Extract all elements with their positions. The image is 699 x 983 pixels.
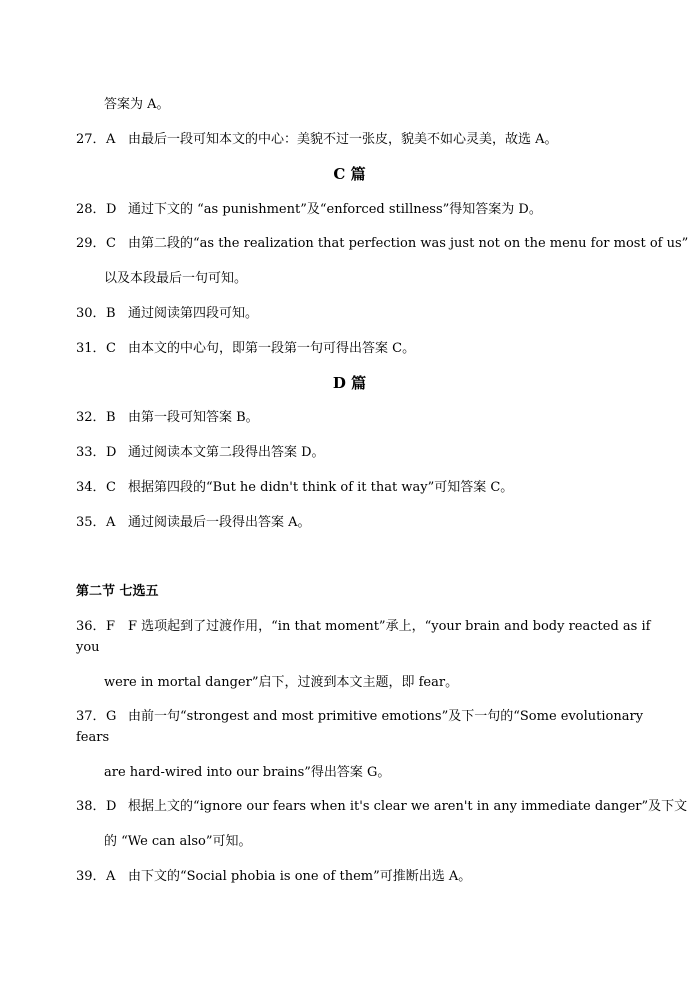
explanation: 由下文的“Social phobia is one of them”可推断出选 A。 xyxy=(128,869,472,884)
answer-item-32 xyxy=(76,409,259,427)
answer-continuation-37: are hard-wired into our brains”得出答案 G。 xyxy=(104,765,391,780)
answer-item-39 xyxy=(76,868,471,886)
answer-line: 答案为 A。 xyxy=(104,97,170,112)
answer-letter: B xyxy=(106,410,116,425)
question-number: 39． xyxy=(76,869,106,884)
answer-item-30 xyxy=(76,305,258,323)
answer-letter: D xyxy=(106,799,117,814)
question-number: 29． xyxy=(76,236,106,251)
answer-item-29 xyxy=(76,235,688,253)
answer-continuation-29: 以及本段最后一句可知。 xyxy=(104,271,248,286)
answer-wrap-37: fears xyxy=(76,730,110,745)
answer-item-36 xyxy=(76,618,650,636)
heading-c: C 篇 xyxy=(333,165,366,183)
answer-wrap-36: you xyxy=(76,640,100,655)
answer-letter: F xyxy=(106,619,116,634)
section-heading: 第二节 七选五 xyxy=(76,584,159,599)
answer-item-34 xyxy=(76,479,513,497)
answer-item-28 xyxy=(76,201,542,219)
question-number: 27． xyxy=(76,132,106,147)
explanation: 由本文的中心句，即第一段第一句可得出答案 C。 xyxy=(128,341,416,356)
explanation: 通过下文的 “as punishment”及“enforced stillness”得知答案为 D。 xyxy=(128,202,542,217)
answer-item-38 xyxy=(76,798,687,816)
question-number: 38． xyxy=(76,799,106,814)
answer-letter: B xyxy=(106,306,116,321)
explanation: F 选项起到了过渡作用，“in that moment”承上，“your brain and body reacted as if xyxy=(128,619,651,634)
answer-item-33 xyxy=(76,444,325,462)
explanation: 根据上文的“ignore our fears when it's clear we aren't in any immediate danger”及下文 xyxy=(128,799,688,814)
question-number: 28． xyxy=(76,202,106,217)
explanation: 根据第四段的“But he didn't think of it that way”可知答案 C。 xyxy=(128,480,514,495)
question-number: 34． xyxy=(76,480,106,495)
question-number: 31． xyxy=(76,341,106,356)
answer-letter: G xyxy=(106,709,117,724)
answer-letter: C xyxy=(106,341,116,356)
question-number: 33． xyxy=(76,445,106,460)
explanation: 通过阅读本文第二段得出答案 D。 xyxy=(128,445,325,460)
answer-letter: A xyxy=(106,515,116,530)
answer-letter: D xyxy=(106,445,117,460)
answer-letter: A xyxy=(106,132,116,147)
explanation: 由第二段的“as the realization that perfection was just not on the menu for most of us” xyxy=(128,236,689,251)
answer-letter: C xyxy=(106,480,116,495)
explanation: 由第一段可知答案 B。 xyxy=(128,410,259,425)
question-number: 37． xyxy=(76,709,106,724)
answer-item-37 xyxy=(76,708,643,726)
question-number: 30． xyxy=(76,306,106,321)
answer-letter: A xyxy=(106,869,116,884)
question-number: 36． xyxy=(76,619,106,634)
answer-continuation-38: 的 “We can also”可知。 xyxy=(104,834,252,849)
explanation: 由前一句“strongest and most primitive emotions”及下一句的“Some evolutionary xyxy=(128,709,644,724)
explanation: 通过阅读第四段可知。 xyxy=(128,306,259,321)
answer-item-35 xyxy=(76,514,311,532)
answer-continuation-36: were in mortal danger”启下，过渡到本文主题，即 fear。 xyxy=(104,675,459,690)
answer-letter: C xyxy=(106,236,116,251)
heading-d: D 篇 xyxy=(332,374,367,392)
answer-letter: D xyxy=(106,202,117,217)
question-number: 32． xyxy=(76,410,106,425)
explanation: 通过阅读最后一段得出答案 A。 xyxy=(128,515,311,530)
explanation: 由最后一段可知本文的中心：美貌不过一张皮，貌美不如心灵美，故选 A。 xyxy=(128,132,558,147)
answer-item-27 xyxy=(76,131,558,149)
question-number: 35． xyxy=(76,515,106,530)
answer-item-31 xyxy=(76,340,415,358)
